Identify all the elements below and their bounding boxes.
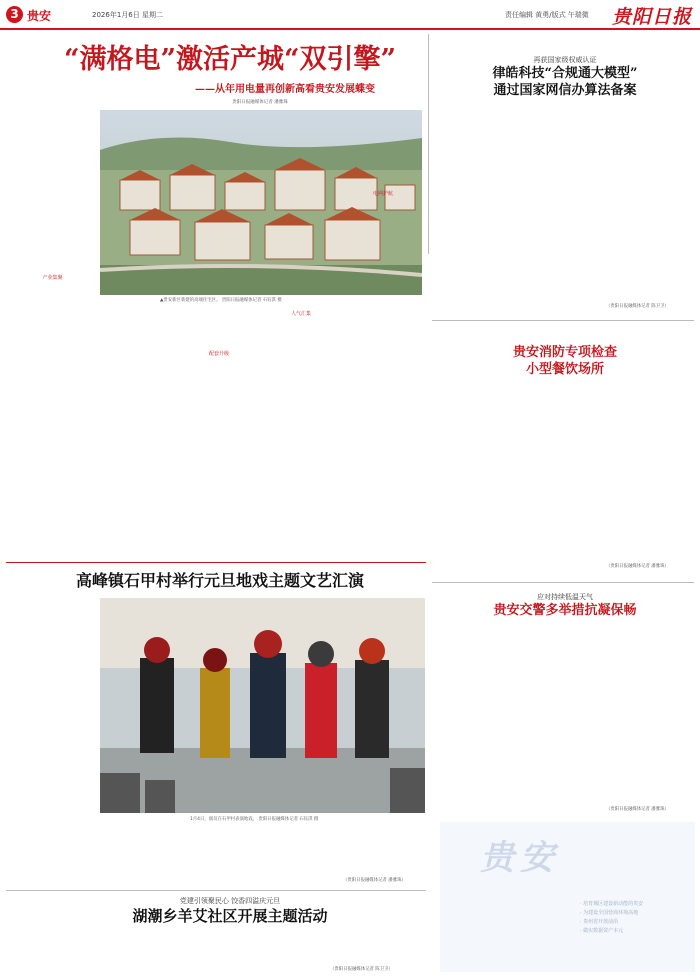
lower-text-4 xyxy=(262,825,340,883)
corner-slogan: · 为建设全国营商环境高地 xyxy=(580,910,639,916)
lower-text-1 xyxy=(10,598,95,903)
right-lower-headline: 贵安交警多举措抗凝保畅 xyxy=(493,603,637,618)
bottom-text-2 xyxy=(103,930,193,974)
right-lower-footer: （贵阳日报融媒体记者 潘雅珠） xyxy=(606,807,669,812)
section-divider xyxy=(432,582,694,583)
main-subheadline: ——从年用电量再创新高看贵安发展蝶变 xyxy=(195,84,375,95)
right-top-text-3 xyxy=(608,110,692,300)
bottom-text-3 xyxy=(196,930,286,974)
section-divider xyxy=(432,320,694,321)
bottom-footer: （贵阳日报融媒体记者 陈卫卫） xyxy=(330,967,393,972)
right-top-footer: （贵阳日报融媒体记者 陈卫卫） xyxy=(606,304,669,309)
column-divider xyxy=(428,34,429,254)
main-byline: 贵阳日报融媒体记者 潘雅珠 xyxy=(232,100,288,105)
newspaper-logo: 贵阳日报 xyxy=(612,6,693,28)
main-headline: “满格电”激活产城“双引擎” xyxy=(63,44,397,75)
corner-big-char: 贵安 xyxy=(480,838,560,878)
lower-text-5 xyxy=(343,825,423,875)
section-divider xyxy=(6,890,426,891)
right-top-text-2 xyxy=(520,110,604,300)
main-text-col-1 xyxy=(10,110,95,270)
lower-text-2 xyxy=(100,825,178,883)
right-mid-text-1 xyxy=(432,385,516,575)
bottom-kicker: 党建引领聚民心 饺香四溢庆元旦 xyxy=(179,897,281,905)
right-lower-text-2 xyxy=(520,625,604,815)
corner-slogans xyxy=(580,900,695,936)
section-divider xyxy=(6,562,426,563)
lower-text-3 xyxy=(181,825,259,883)
right-mid-headline-1: 贵安消防专项检查 xyxy=(512,345,617,360)
right-mid-text-3 xyxy=(608,385,692,560)
main-photo-caption: ▲贵安新区新建的高端住宅区。 贵阳日报融媒体记者 石钰淇 摄 xyxy=(160,298,282,303)
issue-date: 2026年1月6日 星期二 xyxy=(92,11,163,19)
editor-credit: 责任编辑 黄勇/版式 午瑞微 xyxy=(505,11,589,19)
right-top-headline-1: 律皓科技“合规通大模型” xyxy=(492,66,638,81)
right-mid-headline-2: 小型餐饮场所 xyxy=(525,362,604,377)
section-label-facilities: 配套升级 xyxy=(208,351,229,357)
right-top-headline-2: 通过国家网信办算法备案 xyxy=(493,83,637,98)
right-lower-text-3 xyxy=(608,625,692,800)
right-lower-kicker: 应对持续低温天气 xyxy=(537,593,593,601)
lower-photo-caption: 1月4日，演员在石甲村表演地戏。 贵阳日报融媒体记者 石钰淇 摄 xyxy=(190,817,319,822)
page-number-badge: 3 xyxy=(6,6,23,23)
right-mid-text-2 xyxy=(520,385,604,575)
section-label-grid: 电网护航 xyxy=(372,191,393,197)
bottom-headline: 湖潮乡羊艾社区开展主题活动 xyxy=(132,907,328,925)
section-title: 贵安 xyxy=(27,9,52,23)
right-top-text-1 xyxy=(432,110,516,300)
lower-footer: （贵阳日报融媒体记者 潘雅珠） xyxy=(343,878,406,883)
section-label-popularity: 人气汇集 xyxy=(290,311,311,317)
corner-slogan: · 做实数据资产本元 xyxy=(580,928,624,934)
right-top-kicker: 再获国家级权威认证 xyxy=(533,56,597,64)
bottom-text-4 xyxy=(289,930,379,964)
corner-slogan: · 培育城区建设新动能的贵安 xyxy=(580,901,644,907)
right-lower-text-1 xyxy=(432,625,516,815)
section-label-industry: 产业集聚 xyxy=(42,275,63,281)
header-divider xyxy=(0,28,700,30)
lower-headline: 高峰镇石甲村举行元旦地戏主题文艺汇演 xyxy=(75,571,364,590)
corner-slogan: · 贵州省开放前沿 xyxy=(580,919,619,925)
lower-photo-dixi-performance xyxy=(100,598,425,813)
right-mid-footer: （贵阳日报融媒体记者 潘雅珠） xyxy=(606,564,669,569)
bottom-text-1 xyxy=(10,930,100,974)
